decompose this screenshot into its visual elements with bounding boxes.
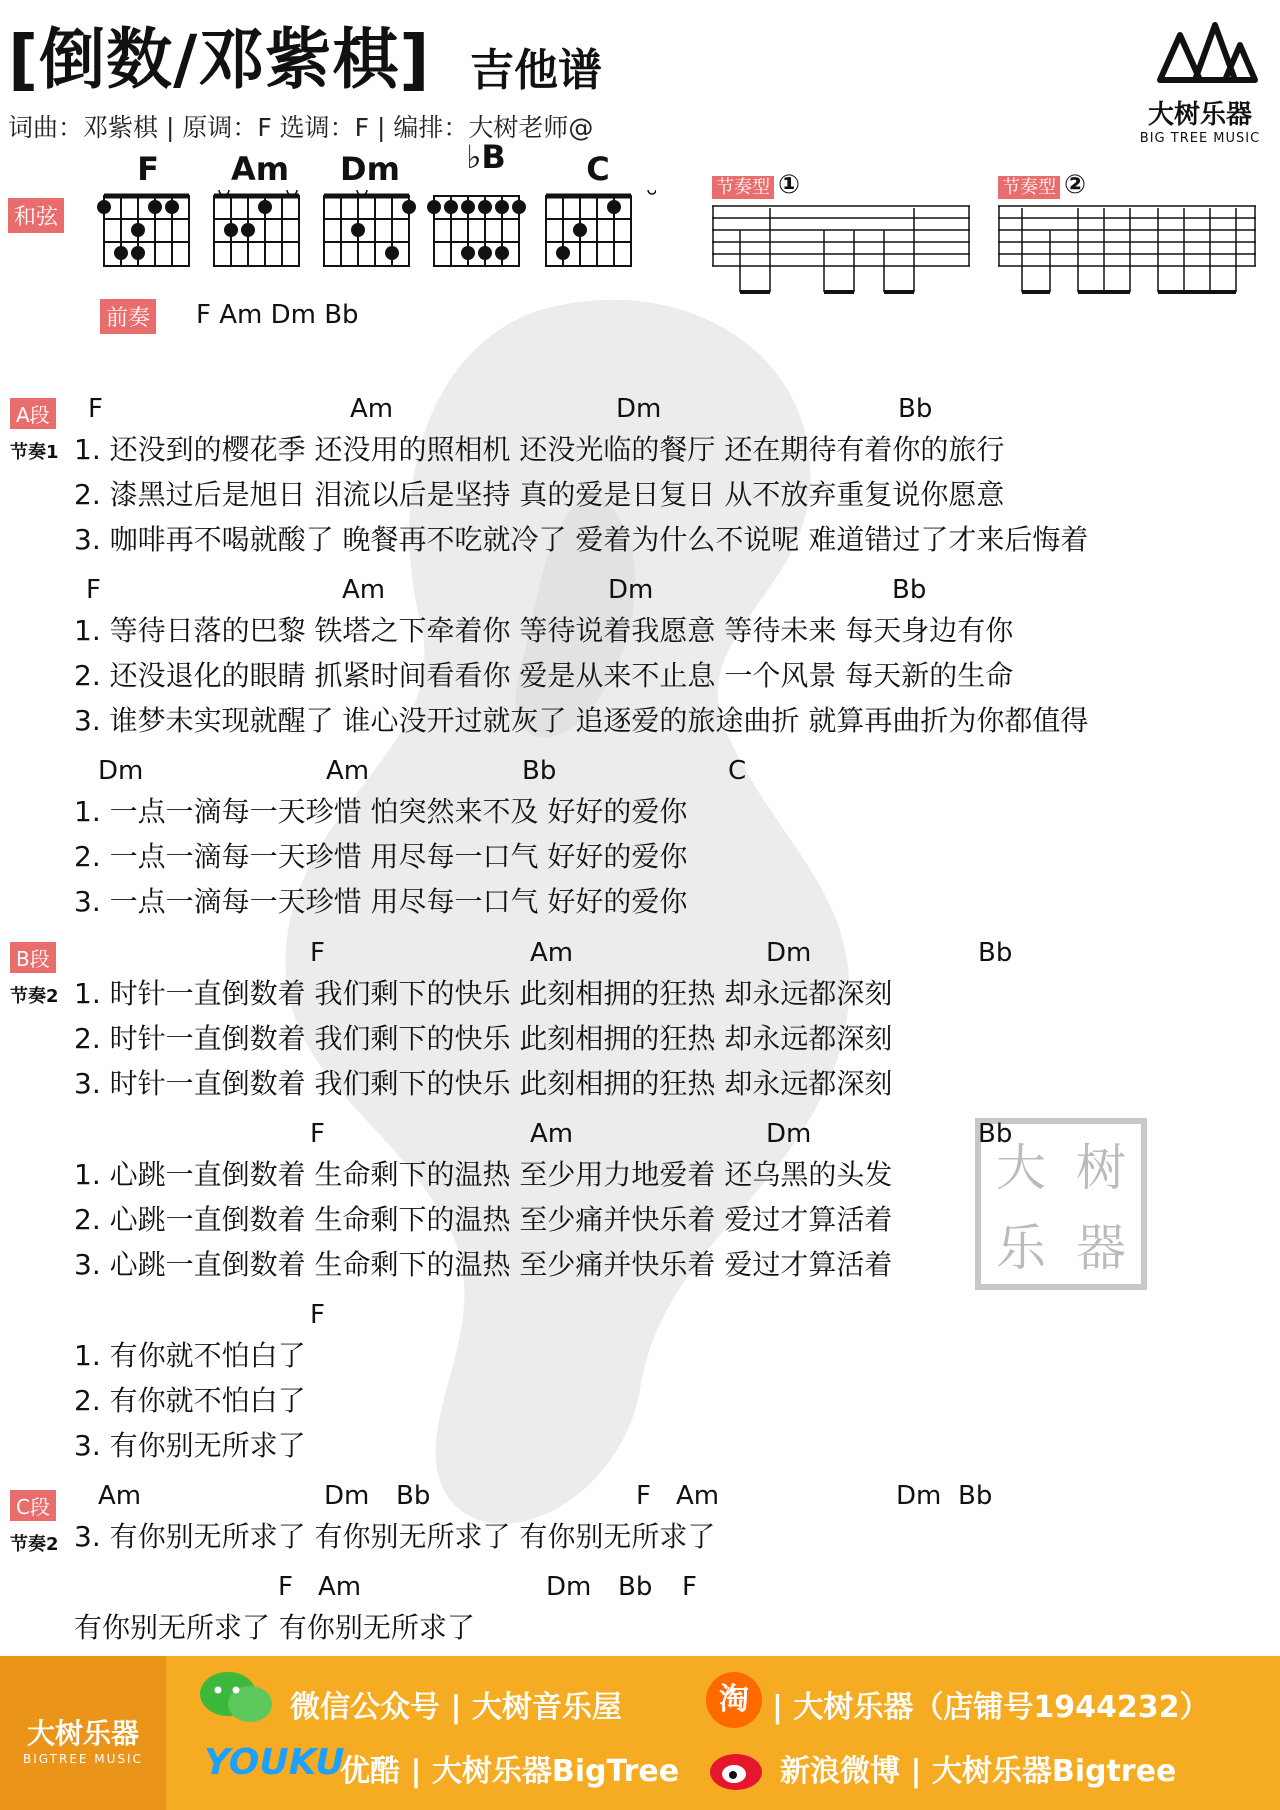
chord-label: F — [278, 1572, 293, 1602]
lyric-line: 1. 心跳一直倒数着 生命剩下的温热 至少用力地爱着 还乌黑的头发 — [74, 1158, 893, 1191]
lyric-line: 3. 咖啡再不喝就酸了 晚餐再不吃就冷了 爱着为什么不说呢 难道错过了才来后悔着 — [74, 523, 1089, 556]
lyric-line: 2. 时针一直倒数着 我们剩下的快乐 此刻相拥的狂热 却永远都深刻 — [74, 1022, 893, 1055]
footer-wechat[interactable]: 微信公众号 | 大树音乐屋 — [290, 1690, 622, 1725]
chord-label: Dm — [616, 394, 662, 424]
chord-label: Bb — [618, 1572, 653, 1602]
lyric-line: 1. 有你就不怕白了 — [74, 1339, 306, 1372]
chord-label: F — [310, 1300, 325, 1330]
footer-weibo[interactable]: 新浪微博 | 大树乐器Bigtree — [780, 1754, 1177, 1789]
wechat-icon — [198, 1668, 274, 1726]
seal-stamp: 大 树 乐 器 — [975, 1118, 1147, 1290]
footer-brand-name: 大树乐器 — [26, 1717, 139, 1750]
footer-taobao[interactable]: | 大树乐器（店铺号1944232） — [772, 1690, 1210, 1725]
chord-label: Dm — [608, 575, 654, 605]
chord-label: Bb — [892, 575, 927, 605]
chord-label: Am — [530, 1119, 574, 1149]
chord-label: Am — [350, 394, 394, 424]
youku-logo: YOUKU — [204, 1742, 345, 1783]
tree-logo-icon — [1140, 10, 1260, 90]
lyric-line: 1. 一点一滴每一天珍惜 怕突然来不及 好好的爱你 — [74, 795, 688, 828]
song-title: [倒数/邓紫棋] — [8, 21, 431, 98]
section-b-rhythm: 节奏2 — [10, 986, 59, 1007]
brand-logo — [1130, 10, 1270, 146]
chord-label: Bb — [396, 1481, 431, 1511]
chord-label: Am — [318, 1572, 362, 1602]
lyric-line: 2. 一点一滴每一天珍惜 用尽每一口气 好好的爱你 — [74, 840, 688, 873]
chord-label: C — [728, 756, 747, 786]
chord-label: F — [682, 1572, 697, 1602]
chord-label: Dm — [766, 1119, 812, 1149]
lyric-line: 2. 心跳一直倒数着 生命剩下的温热 至少痛并快乐着 爱过才算活着 — [74, 1203, 893, 1236]
chord-name-am: Am — [230, 150, 290, 188]
lyric-line: 3. 有你别无所求了 有你别无所求了 有你别无所求了 — [74, 1520, 716, 1553]
chord-label: Bb — [522, 756, 557, 786]
chord-label: Dm — [324, 1481, 370, 1511]
chord-label: Dm — [766, 938, 812, 968]
lyric-line: 1. 还没到的樱花季 还没用的照相机 还没光临的餐厅 还在期待有着你的旅行 — [74, 433, 1005, 466]
chord-name-bb: ♭B — [466, 138, 506, 176]
chord-label: F — [636, 1481, 651, 1511]
chord-label: F — [310, 1119, 325, 1149]
taobao-icon: 淘 — [706, 1672, 762, 1728]
chords-tag: 和弦 — [8, 198, 64, 233]
lyric-line: 1. 等待日落的巴黎 铁塔之下牵着你 等待说着我愿意 等待未来 每天身边有你 — [74, 614, 1014, 647]
lyric-line: 2. 漆黑过后是旭日 泪流以后是坚持 真的爱是日复日 从不放弃重复说你愿意 — [74, 478, 1005, 511]
chord-name-dm: Dm — [340, 150, 400, 188]
lyric-line: 3. 谁梦未实现就醒了 谁心没开过就灰了 追逐爱的旅途曲折 就算再曲折为你都值得 — [74, 704, 1089, 737]
logo-sub: BIG TREE MUSIC — [1139, 131, 1261, 146]
chord-label: Am — [676, 1481, 720, 1511]
chord-label: Am — [342, 575, 386, 605]
lyric-line: 3. 一点一滴每一天珍惜 用尽每一口气 好好的爱你 — [74, 885, 688, 918]
lyric-line: 3. 时针一直倒数着 我们剩下的快乐 此刻相拥的狂热 却永远都深刻 — [74, 1067, 893, 1100]
chord-label: F — [86, 575, 101, 605]
chord-label: Am — [326, 756, 370, 786]
prelude-tag: 前奏 — [100, 299, 156, 334]
section-c-tag: C段 — [10, 1490, 56, 1521]
weibo-icon — [706, 1738, 770, 1796]
chord-diagrams — [96, 190, 656, 282]
chord-label: Bb — [898, 394, 933, 424]
rhythm-pattern-1-title: 节奏型 ① — [712, 170, 800, 200]
section-c-rhythm: 节奏2 — [10, 1534, 59, 1555]
title-suffix: 吉他谱 — [470, 45, 602, 96]
footer-brand-sub: BIGTREE MUSIC — [23, 1752, 143, 1766]
chord-name-f: F — [137, 150, 159, 188]
section-b-tag: B段 — [10, 942, 56, 973]
chord-label: F — [310, 938, 325, 968]
logo-name: 大树乐器 — [1147, 100, 1252, 130]
chord-label: Am — [530, 938, 574, 968]
chord-label: Bb — [978, 1119, 1013, 1149]
chord-label: Dm — [98, 756, 144, 786]
section-a-tag: A段 — [10, 398, 56, 429]
chord-name-c: C — [586, 150, 610, 188]
chord-label: Dm — [896, 1481, 942, 1511]
lyric-line: 有你别无所求了 有你别无所求了 — [74, 1611, 475, 1644]
prelude-chords: F Am Dm Bb — [196, 300, 359, 330]
chord-label: Am — [98, 1481, 142, 1511]
lyric-line: 3. 有你别无所求了 — [74, 1429, 306, 1462]
credits-line: 词曲：邓紫棋 | 原调：F 选调：F | 编排：大树老师@ — [8, 113, 594, 142]
footer-brand — [0, 1656, 166, 1810]
lyric-line: 2. 还没退化的眼睛 抓紧时间看看你 爱是从来不止息 一个风景 每天新的生命 — [74, 659, 1014, 692]
rhythm-pattern-2 — [998, 200, 1258, 300]
chord-label: Bb — [958, 1481, 993, 1511]
chord-label: F — [88, 394, 103, 424]
section-a-rhythm: 节奏1 — [10, 442, 59, 463]
lyric-line: 2. 有你就不怕白了 — [74, 1384, 306, 1417]
chord-label: Bb — [978, 938, 1013, 968]
chord-label: Dm — [546, 1572, 592, 1602]
rhythm-pattern-2-title: 节奏型 ② — [998, 170, 1086, 200]
lyric-line: 1. 时针一直倒数着 我们剩下的快乐 此刻相拥的狂热 却永远都深刻 — [74, 977, 893, 1010]
rhythm-pattern-1 — [712, 200, 972, 300]
lyric-line: 3. 心跳一直倒数着 生命剩下的温热 至少痛并快乐着 爱过才算活着 — [74, 1248, 893, 1281]
footer-youku[interactable]: 优酷 | 大树乐器BigTree — [340, 1754, 680, 1789]
